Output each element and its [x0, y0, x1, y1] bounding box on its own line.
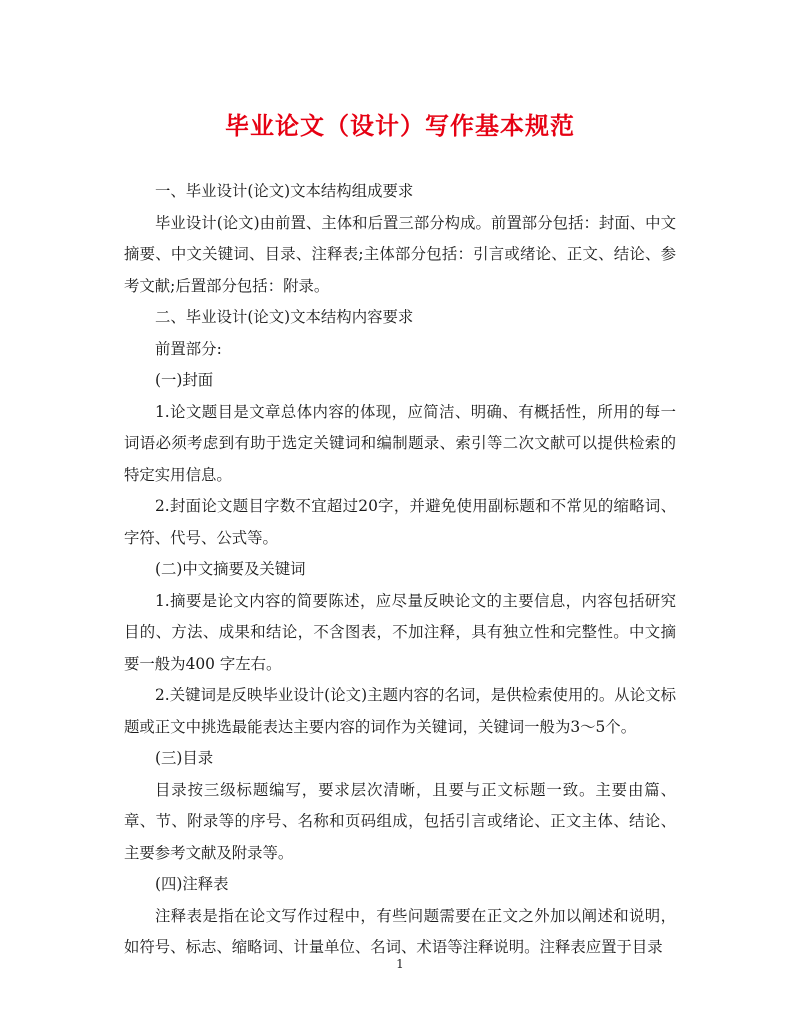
body-paragraph: 目录按三级标题编写，要求层次清晰，且要与正文标题一致。主要由篇、章、节、附录等的序号、名称和页码组成，包括引言或绪论、正文主体、结论、主要参考文献及附录等。 [124, 780, 676, 862]
body-paragraph: 1.摘要是论文内容的简要陈述，应尽量反映论文的主要信息，内容包括研究目的、方法、成果和结论，不含图表，不加注释，具有独立性和完整性。中文摘要一般为400 字左右。 [124, 591, 676, 673]
body-paragraph: 2.关键词是反映毕业设计(论文)主题内容的名词，是供检索使用的。从论文标题或正文中挑选最能表达主要内容的词作为关键词，关键词一般为3～5个。 [124, 686, 676, 736]
body-paragraph: 1.论文题目是文章总体内容的体现，应简洁、明确、有概括性，所用的每一词语必须考虑到有助于选定关键词和编制题录、索引等二次文献可以提供检索的特定实用信息。 [124, 402, 676, 484]
item-heading: (四)注释表 [155, 875, 229, 893]
page-number: 1 [396, 957, 404, 971]
item-heading: (三)目录 [155, 749, 214, 767]
document-body [124, 176, 676, 964]
body-paragraph: 毕业设计(论文)由前置、主体和后置三部分构成。前置部分包括：封面、中文摘要、中文关键词、目录、注释表;主体部分包括：引言或绪论、正文、结论、参考文献;后置部分包括：附录。 [124, 213, 676, 295]
item-heading: (一)封面 [155, 371, 214, 389]
subsection-label: 前置部分: [155, 339, 222, 358]
body-paragraph: 注释表是指在论文写作过程中，有些问题需要在正文之外加以阐述和说明，如符号、标志、缩略词、计量单位、名词、术语等注释说明。注释表应置于目录 [124, 906, 676, 956]
section-heading-2: 二、毕业设计(论文)文本结构内容要求 [155, 308, 414, 326]
item-heading: (二)中文摘要及关键词 [155, 560, 306, 578]
document-title: 毕业论文（设计）写作基本规范 [225, 111, 575, 140]
section-heading-1: 一、毕业设计(论文)文本结构组成要求 [155, 182, 414, 200]
body-paragraph: 2.封面论文题目字数不宜超过20字，并避免使用副标题和不常见的缩略词、字符、代号、公式等。 [124, 497, 676, 547]
